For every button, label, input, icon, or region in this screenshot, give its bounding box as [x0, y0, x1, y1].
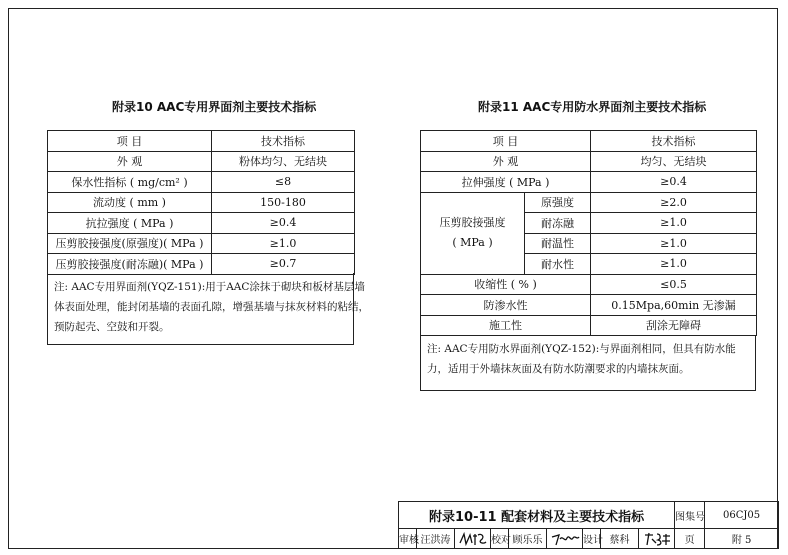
reviewer-signature — [455, 529, 491, 549]
appendix11-note — [420, 335, 756, 391]
row-spec: 0.15Mpa,60min 无渗漏 — [591, 295, 757, 316]
table-row — [421, 151, 757, 172]
row-item: 外 观 — [48, 151, 212, 172]
row-item: 施工性 — [421, 315, 591, 336]
header-item: 项 目 — [421, 131, 591, 152]
table-row — [421, 295, 757, 316]
header-spec: 技术指标 — [212, 131, 355, 152]
signature-icon — [642, 531, 672, 547]
table-row — [421, 315, 757, 336]
header-spec: 技术指标 — [591, 131, 757, 152]
row-item: 压剪胶接强度(耐冻融)( MPa ) — [48, 254, 212, 275]
table-row — [48, 213, 355, 234]
note-line: 预防起壳、空鼓和开裂。 — [54, 321, 170, 333]
checker-name: 顾乐乐 — [509, 529, 547, 549]
table-row — [48, 192, 355, 213]
row-spec: ≥1.0 — [591, 213, 757, 234]
page-label: 页 — [675, 529, 705, 549]
row-spec: ≤0.5 — [591, 274, 757, 295]
table-header-row — [421, 131, 757, 152]
row-item: 外 观 — [421, 151, 591, 172]
table-row — [421, 192, 757, 213]
table-row — [421, 172, 757, 193]
row-spec: 粉体均匀、无结块 — [212, 151, 355, 172]
designer-signature — [639, 529, 675, 549]
row-spec: 150-180 — [212, 192, 355, 213]
note-line: 注: AAC专用界面剂(YQZ-151):用于AAC涂抹于砌块和板材基层墙 — [54, 281, 365, 293]
row-spec: 均匀、无结块 — [591, 151, 757, 172]
shear-strength-label — [421, 192, 525, 274]
row-spec: ≥0.4 — [212, 213, 355, 234]
row-spec: ≥0.4 — [591, 172, 757, 193]
signature-icon — [458, 531, 488, 547]
designer-name: 蔡科 — [601, 529, 639, 549]
shear-label-line1: 压剪胶接强度 — [439, 216, 506, 229]
page-number: 附 5 — [705, 529, 779, 549]
reviewer-name: 汪洪涛 — [417, 529, 455, 549]
header-item: 项 目 — [48, 131, 212, 152]
check-label: 校对 — [491, 529, 509, 549]
shear-label-line2: ( MPa ) — [452, 236, 493, 249]
row-spec: ≥0.7 — [212, 254, 355, 275]
table-row — [48, 254, 355, 275]
table-row — [48, 151, 355, 172]
drawing-title: 附录10-11 配套材料及主要技术指标 — [399, 502, 675, 529]
row-spec: 刮涂无障碍 — [591, 315, 757, 336]
row-item: 保水性指标 ( mg/cm² ) — [48, 172, 212, 193]
design-label: 设计 — [583, 529, 601, 549]
appendix10-heading: 附录10 AAC专用界面剂主要技术指标 — [112, 100, 317, 114]
condition-cell: 耐水性 — [525, 254, 591, 275]
appendix10-note — [47, 273, 369, 345]
condition-cell: 原强度 — [525, 192, 591, 213]
row-item: 收缩性 ( % ) — [421, 274, 591, 295]
table-row — [48, 172, 355, 193]
signature-icon — [550, 531, 580, 547]
atlas-label: 图集号 — [675, 502, 705, 529]
condition-cell: 耐温性 — [525, 233, 591, 254]
row-item: 防渗水性 — [421, 295, 591, 316]
checker-signature — [547, 529, 583, 549]
row-spec: ≥1.0 — [212, 233, 355, 254]
appendix11-heading: 附录11 AAC专用防水界面剂主要技术指标 — [478, 100, 707, 114]
appendix10-table — [47, 130, 355, 275]
atlas-number: 06CJ05 — [705, 502, 779, 529]
condition-cell: 耐冻融 — [525, 213, 591, 234]
row-spec: ≥2.0 — [591, 192, 757, 213]
note-line: 力，适用于外墙抹灰面及有防水防潮要求的内墙抹灰面。 — [427, 363, 690, 375]
row-item: 压剪胶接强度(原强度)( MPa ) — [48, 233, 212, 254]
review-label: 审核 — [399, 529, 417, 549]
table-row — [421, 274, 757, 295]
row-spec: ≥1.0 — [591, 254, 757, 275]
title-block — [398, 501, 779, 549]
note-line: 注: AAC专用防水界面剂(YQZ-152):与界面剂相同，但具有防水能 — [427, 343, 736, 355]
note-line: 体表面处理，能封闭基墙的表面孔隙，增强基墙与抹灰材料的粘结， — [54, 301, 369, 313]
table-row — [48, 233, 355, 254]
appendix11-table — [420, 130, 757, 336]
row-spec: ≥1.0 — [591, 233, 757, 254]
row-item: 流动度 ( mm ) — [48, 192, 212, 213]
row-item: 拉伸强度 ( MPa ) — [421, 172, 591, 193]
row-item: 抗拉强度 ( MPa ) — [48, 213, 212, 234]
row-spec: ≤8 — [212, 172, 355, 193]
table-header-row — [48, 131, 355, 152]
